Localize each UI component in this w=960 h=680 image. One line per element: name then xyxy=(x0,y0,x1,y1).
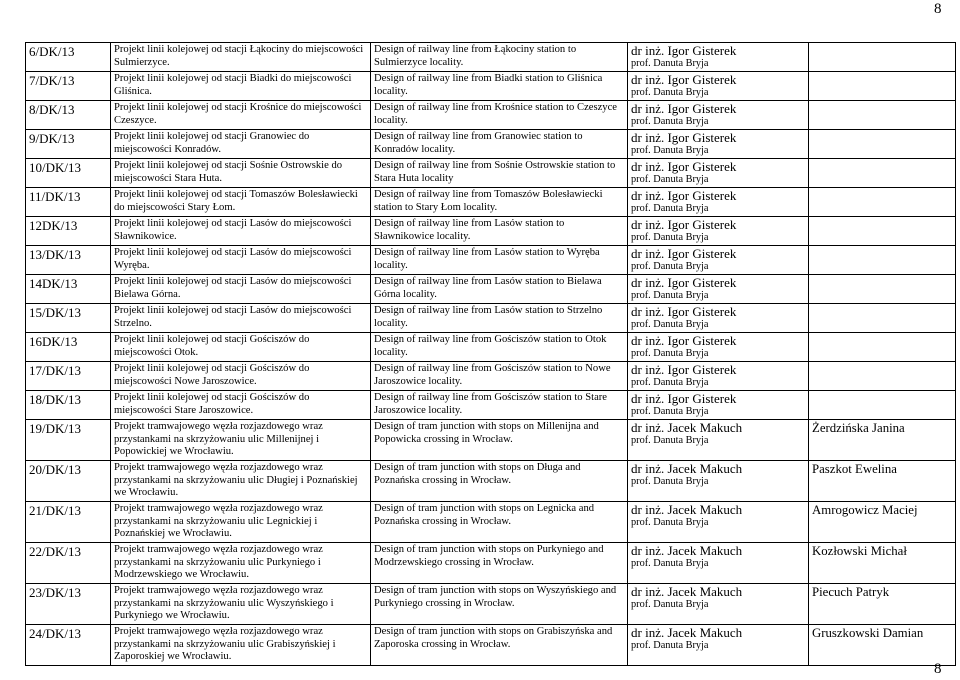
supervisor-cell xyxy=(628,101,809,130)
supervisor-cell xyxy=(628,461,809,502)
topic-title-pl: Projekt linii kolejowej od stacji Gościszów do miejscowości Otok. xyxy=(111,333,371,362)
topic-code: 8/DK/13 xyxy=(26,101,111,130)
topic-title-en: Design of tram junction with stops on Legnicka and Poznańska crossing in Wrocław. xyxy=(371,502,628,543)
topic-title-en: Design of railway line from Gościszów station to Nowe Jaroszowice locality. xyxy=(371,362,628,391)
table-row xyxy=(26,304,956,333)
student-name: Amrogowicz Maciej xyxy=(809,502,956,543)
reviewer-name: prof. Danuta Bryja xyxy=(631,116,709,127)
student-name xyxy=(809,246,956,275)
table-row xyxy=(26,502,956,543)
topic-title-pl: Projekt tramwajowego węzła rozjazdowego wraz przystankami na skrzyżowaniu ulic Purkyniego i Modrzewskiego we Wrocławiu. xyxy=(111,543,371,584)
table-row xyxy=(26,333,956,362)
topic-title-en: Design of railway line from Krośnice station to Czeszyce locality. xyxy=(371,101,628,130)
reviewer-name: prof. Danuta Bryja xyxy=(631,558,709,569)
topic-title-pl: Projekt tramwajowego węzła rozjazdowego wraz przystankami na skrzyżowaniu ulic Wyszyńskiego i Purkyniego we Wrocławiu. xyxy=(111,584,371,625)
topic-title-en: Design of railway line from Biadki station to Gliśnica locality. xyxy=(371,72,628,101)
topic-code: 21/DK/13 xyxy=(26,502,111,543)
topic-title-en: Design of railway line from Lasów station to Bielawa Górna locality. xyxy=(371,275,628,304)
topic-title-pl: Projekt linii kolejowej od stacji Krośnice do miejscowości Czeszyce. xyxy=(111,101,371,130)
thesis-topics-table xyxy=(25,42,956,666)
topic-title-en: Design of railway line from Gościszów station to Otok locality. xyxy=(371,333,628,362)
reviewer-name: prof. Danuta Bryja xyxy=(631,232,709,243)
supervisor-name: dr inż. Jacek Makuch xyxy=(631,543,743,558)
table-row xyxy=(26,130,956,159)
student-name: Paszkot Ewelina xyxy=(809,461,956,502)
supervisor-name: dr inż. Igor Gisterek xyxy=(631,101,737,116)
topic-code: 20/DK/13 xyxy=(26,461,111,502)
topic-code: 24/DK/13 xyxy=(26,625,111,666)
topic-title-en: Design of tram junction with stops on Purkyniego and Modrzewskiego crossing in Wrocław. xyxy=(371,543,628,584)
student-name xyxy=(809,391,956,420)
supervisor-name: dr inż. Igor Gisterek xyxy=(631,246,737,261)
topic-title-pl: Projekt tramwajowego węzła rozjazdowego wraz przystankami na skrzyżowaniu ulic Legnickiej i Poznańskiej we Wrocławiu. xyxy=(111,502,371,543)
student-name xyxy=(809,217,956,246)
topic-title-en: Design of railway line from Lasów station to Strzelno locality. xyxy=(371,304,628,333)
reviewer-name: prof. Danuta Bryja xyxy=(631,145,709,156)
topic-code: 10/DK/13 xyxy=(26,159,111,188)
table-row xyxy=(26,101,956,130)
student-name xyxy=(809,275,956,304)
topic-code: 14DK/13 xyxy=(26,275,111,304)
supervisor-name: dr inż. Igor Gisterek xyxy=(631,217,737,232)
student-name xyxy=(809,101,956,130)
supervisor-name: dr inż. Igor Gisterek xyxy=(631,159,737,174)
topic-title-pl: Projekt linii kolejowej od stacji Biadki do miejscowości Gliśnica. xyxy=(111,72,371,101)
student-name xyxy=(809,188,956,217)
topic-code: 6/DK/13 xyxy=(26,43,111,72)
topic-code: 9/DK/13 xyxy=(26,130,111,159)
topic-title-en: Design of tram junction with stops on Wyszyńskiego and Purkyniego crossing in Wrocław. xyxy=(371,584,628,625)
topic-title-pl: Projekt tramwajowego węzła rozjazdowego wraz przystankami na skrzyżowaniu ulic Długiej i Poznańskiej we Wrocławiu. xyxy=(111,461,371,502)
supervisor-name: dr inż. Jacek Makuch xyxy=(631,625,743,640)
topic-code: 16DK/13 xyxy=(26,333,111,362)
reviewer-name: prof. Danuta Bryja xyxy=(631,58,709,69)
reviewer-name: prof. Danuta Bryja xyxy=(631,599,709,610)
reviewer-name: prof. Danuta Bryja xyxy=(631,406,709,417)
reviewer-name: prof. Danuta Bryja xyxy=(631,348,709,359)
topic-code: 7/DK/13 xyxy=(26,72,111,101)
supervisor-cell xyxy=(628,333,809,362)
topic-title-pl: Projekt linii kolejowej od stacji Gościszów do miejscowości Stare Jaroszowice. xyxy=(111,391,371,420)
table-row xyxy=(26,362,956,391)
table-row xyxy=(26,275,956,304)
supervisor-name: dr inż. Igor Gisterek xyxy=(631,188,737,203)
topic-title-pl: Projekt linii kolejowej od stacji Lasów do miejscowości Sławnikowice. xyxy=(111,217,371,246)
topic-title-pl: Projekt linii kolejowej od stacji Sośnie Ostrowskie do miejscowości Stara Huta. xyxy=(111,159,371,188)
topic-title-pl: Projekt linii kolejowej od stacji Lasów do miejscowości Wyręba. xyxy=(111,246,371,275)
supervisor-name: dr inż. Jacek Makuch xyxy=(631,420,743,435)
student-name xyxy=(809,333,956,362)
topic-title-en: Design of railway line from Lasów station to Sławnikowice locality. xyxy=(371,217,628,246)
supervisor-cell xyxy=(628,391,809,420)
reviewer-name: prof. Danuta Bryja xyxy=(631,377,709,388)
student-name xyxy=(809,43,956,72)
topic-title-pl: Projekt linii kolejowej od stacji Gościszów do miejscowości Nowe Jaroszowice. xyxy=(111,362,371,391)
table-row xyxy=(26,420,956,461)
student-name xyxy=(809,159,956,188)
supervisor-cell xyxy=(628,130,809,159)
reviewer-name: prof. Danuta Bryja xyxy=(631,174,709,185)
supervisor-cell xyxy=(628,275,809,304)
supervisor-cell xyxy=(628,502,809,543)
page-number-bottom: 8 xyxy=(934,661,942,677)
topic-title-en: Design of railway line from Granowiec station to Konradów locality. xyxy=(371,130,628,159)
supervisor-cell xyxy=(628,246,809,275)
supervisor-name: dr inż. Jacek Makuch xyxy=(631,584,743,599)
table-row xyxy=(26,391,956,420)
supervisor-cell xyxy=(628,543,809,584)
supervisor-cell xyxy=(628,159,809,188)
topic-code: 13/DK/13 xyxy=(26,246,111,275)
table-row xyxy=(26,246,956,275)
student-name: Żerdzińska Janina xyxy=(809,420,956,461)
topic-title-pl: Projekt linii kolejowej od stacji Lasów do miejscowości Strzelno. xyxy=(111,304,371,333)
supervisor-cell xyxy=(628,625,809,666)
supervisor-name: dr inż. Igor Gisterek xyxy=(631,304,737,319)
topic-code: 22/DK/13 xyxy=(26,543,111,584)
reviewer-name: prof. Danuta Bryja xyxy=(631,640,709,651)
supervisor-cell xyxy=(628,420,809,461)
topic-code: 23/DK/13 xyxy=(26,584,111,625)
table-row xyxy=(26,217,956,246)
page-number-top: 8 xyxy=(934,1,942,17)
topic-title-pl: Projekt linii kolejowej od stacji Tomaszów Bolesławiecki do miejscowości Stary Łom. xyxy=(111,188,371,217)
supervisor-cell xyxy=(628,362,809,391)
table-row xyxy=(26,543,956,584)
student-name: Gruszkowski Damian xyxy=(809,625,956,666)
topic-code: 15/DK/13 xyxy=(26,304,111,333)
table-row xyxy=(26,584,956,625)
table-row xyxy=(26,461,956,502)
topic-code: 17/DK/13 xyxy=(26,362,111,391)
topic-title-en: Design of railway line from Gościszów station to Stare Jaroszowice locality. xyxy=(371,391,628,420)
topic-title-pl: Projekt linii kolejowej od stacji Lasów do miejscowości Bielawa Górna. xyxy=(111,275,371,304)
supervisor-name: dr inż. Igor Gisterek xyxy=(631,391,737,406)
supervisor-cell xyxy=(628,584,809,625)
student-name: Kozłowski Michał xyxy=(809,543,956,584)
student-name: Piecuch Patryk xyxy=(809,584,956,625)
reviewer-name: prof. Danuta Bryja xyxy=(631,290,709,301)
topic-title-en: Design of railway line from Łąkociny station to Sulmierzyce locality. xyxy=(371,43,628,72)
student-name xyxy=(809,72,956,101)
table-row xyxy=(26,159,956,188)
reviewer-name: prof. Danuta Bryja xyxy=(631,517,709,528)
student-name xyxy=(809,362,956,391)
table-row xyxy=(26,188,956,217)
reviewer-name: prof. Danuta Bryja xyxy=(631,476,709,487)
topic-title-pl: Projekt tramwajowego węzła rozjazdowego wraz przystankami na skrzyżowaniu ulic Grabiszyńskiej i Zaporoskiej we Wrocławiu. xyxy=(111,625,371,666)
table-row xyxy=(26,43,956,72)
supervisor-cell xyxy=(628,43,809,72)
topic-code: 12DK/13 xyxy=(26,217,111,246)
supervisor-name: dr inż. Igor Gisterek xyxy=(631,362,737,377)
reviewer-name: prof. Danuta Bryja xyxy=(631,87,709,98)
supervisor-name: dr inż. Igor Gisterek xyxy=(631,275,737,290)
topic-title-pl: Projekt tramwajowego węzła rozjazdowego wraz przystankami na skrzyżowaniu ulic Millenijnej i Popowickiej we Wrocławiu. xyxy=(111,420,371,461)
supervisor-cell xyxy=(628,217,809,246)
table-row xyxy=(26,72,956,101)
supervisor-cell xyxy=(628,188,809,217)
supervisor-name: dr inż. Igor Gisterek xyxy=(631,333,737,348)
topic-code: 11/DK/13 xyxy=(26,188,111,217)
reviewer-name: prof. Danuta Bryja xyxy=(631,203,709,214)
student-name xyxy=(809,130,956,159)
supervisor-name: dr inż. Jacek Makuch xyxy=(631,461,743,476)
supervisor-name: dr inż. Igor Gisterek xyxy=(631,130,737,145)
topic-title-en: Design of railway line from Sośnie Ostrowskie station to Stara Huta locality xyxy=(371,159,628,188)
topic-code: 19/DK/13 xyxy=(26,420,111,461)
reviewer-name: prof. Danuta Bryja xyxy=(631,435,709,446)
topic-title-en: Design of tram junction with stops on Grabiszyńska and Zaporoska crossing in Wrocław. xyxy=(371,625,628,666)
topic-title-en: Design of railway line from Tomaszów Bolesławiecki station to Stary Łom locality. xyxy=(371,188,628,217)
table-row xyxy=(26,625,956,666)
topic-title-en: Design of tram junction with stops on Millenijna and Popowicka crossing in Wrocław. xyxy=(371,420,628,461)
topic-title-en: Design of railway line from Lasów station to Wyręba locality. xyxy=(371,246,628,275)
supervisor-cell xyxy=(628,304,809,333)
topic-title-pl: Projekt linii kolejowej od stacji Łąkociny do miejscowości Sulmierzyce. xyxy=(111,43,371,72)
topic-code: 18/DK/13 xyxy=(26,391,111,420)
supervisor-name: dr inż. Igor Gisterek xyxy=(631,43,737,58)
reviewer-name: prof. Danuta Bryja xyxy=(631,261,709,272)
supervisor-cell xyxy=(628,72,809,101)
topic-title-en: Design of tram junction with stops on Długa and Poznańska crossing in Wrocław. xyxy=(371,461,628,502)
reviewer-name: prof. Danuta Bryja xyxy=(631,319,709,330)
thesis-table-body xyxy=(26,43,956,666)
supervisor-name: dr inż. Igor Gisterek xyxy=(631,72,737,87)
student-name xyxy=(809,304,956,333)
topic-title-pl: Projekt linii kolejowej od stacji Granowiec do miejscowości Konradów. xyxy=(111,130,371,159)
supervisor-name: dr inż. Jacek Makuch xyxy=(631,502,743,517)
